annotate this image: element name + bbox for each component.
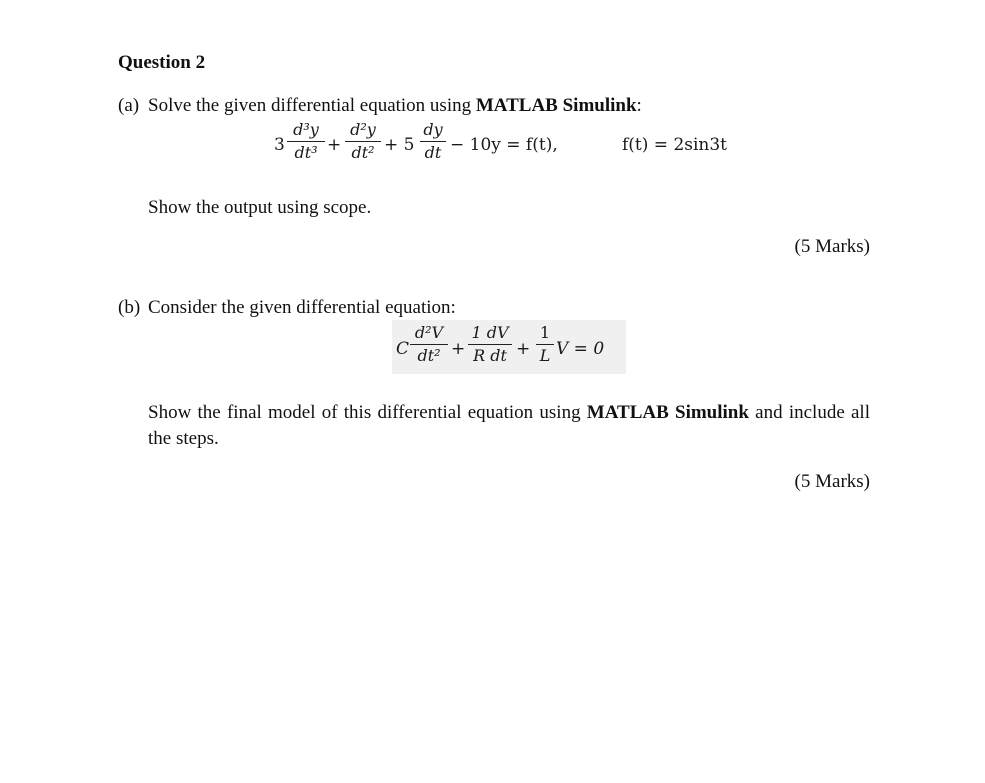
eq-b-op2: +	[516, 339, 531, 359]
eq-a-coef1: 3	[274, 135, 285, 155]
eq-a-term1-den: dt³	[294, 143, 318, 162]
part-a-label: (a)	[118, 95, 140, 116]
eq-b-term1-den: dt²	[417, 346, 441, 365]
eq-b-term1-num: d²V	[414, 323, 444, 342]
eq-b-term3-den: L	[539, 346, 551, 365]
eq-b-coef: C	[396, 339, 410, 359]
part-a-marks: (5 Marks)	[794, 236, 870, 257]
eq-b-op1: +	[451, 339, 466, 359]
eq-b-term3-num: 1	[539, 323, 551, 342]
part-b-instruction-bold: MATLAB Simulink	[586, 402, 749, 423]
part-b-marks: (5 Marks)	[794, 471, 870, 492]
eq-a-op2: + 5	[384, 135, 415, 155]
eq-a-term1-num: d³y	[293, 120, 319, 139]
part-b-instruction-end: and include all the steps.	[148, 402, 870, 449]
eq-a-term2-num: d²y	[350, 120, 376, 139]
eq-b-tail: V = 0	[556, 339, 605, 359]
part-b-instruction-start: Show the final model of this differential equation using	[148, 402, 587, 423]
eq-b-term3	[536, 323, 554, 366]
part-a-instruction: Show the output using scope.	[148, 197, 372, 218]
question-title: Question 2	[118, 52, 206, 73]
part-a-intro-text: Solve the given differential equation using	[148, 95, 476, 116]
part-a-intro-bold: MATLAB Simulink	[475, 95, 637, 116]
part-b-instruction	[148, 400, 870, 452]
eq-a-rhs: f(t) = 2sin3t	[622, 135, 728, 155]
eq-a-op1: +	[327, 135, 342, 155]
part-b-intro: Consider the given differential equation:	[148, 297, 456, 318]
eq-b-term2	[468, 323, 512, 366]
eq-b-term2-num: 1 dV	[471, 323, 509, 342]
part-a-intro-end: :	[636, 95, 642, 116]
eq-a-term3-den: dt	[424, 143, 442, 162]
eq-a-term3-num: dy	[423, 120, 443, 139]
part-b-label: (b)	[118, 297, 141, 318]
eq-a-term2-den: dt²	[351, 143, 375, 162]
eq-b-term2-den: R dt	[473, 346, 507, 365]
eq-a-op3: − 10y = f(t),	[450, 135, 558, 155]
eq-b-term1	[410, 323, 448, 366]
